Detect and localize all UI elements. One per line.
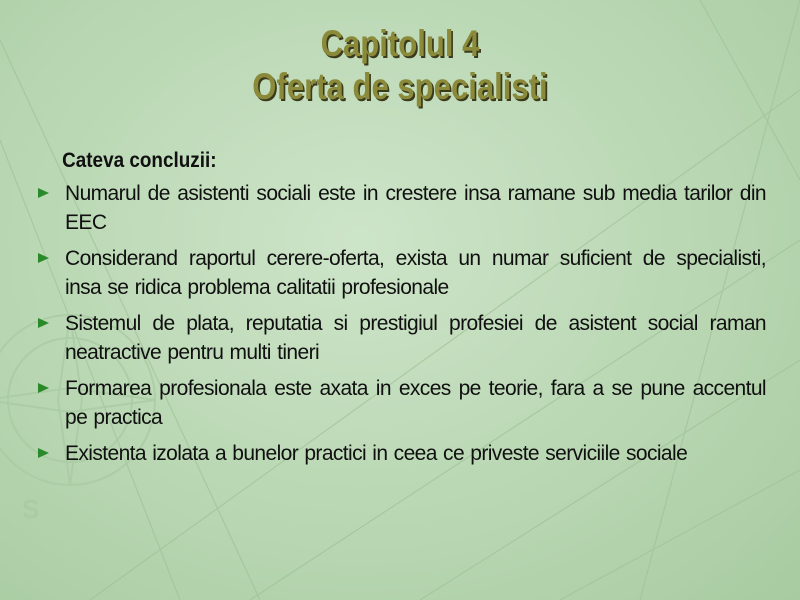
green-triangle-arrow-icon [38,383,49,393]
title-line-2: Oferta de specialisti [252,66,548,107]
title-line-1: Capitolul 4 [320,23,480,64]
green-triangle-arrow-icon [38,253,49,263]
slide-title [64,22,736,108]
slide-body [36,146,766,475]
green-triangle-arrow-icon [38,318,49,328]
green-triangle-arrow-icon [38,448,49,458]
bullet-item-5 [36,439,766,468]
bullet-text: Sistemul de plata, reputatia si prestigiul profesiei de asistent social raman neatractive pentru multi tineri [65,312,766,364]
intro-heading: Cateva concluzii: [62,149,217,172]
bullet-text: Formarea profesionala este axata in exces pe teorie, fara a se pune accentul pe practica [65,377,766,429]
bullet-item-3 [36,309,766,367]
green-triangle-arrow-icon [38,188,49,198]
bullet-item-2 [36,244,766,302]
svg-text:S: S [22,494,40,524]
bullet-text: Considerand raportul cerere-oferta, exista un numar suficient de specialisti, insa se ridica problema calitatii profesionale [65,247,766,299]
bullet-text: Existenta izolata a bunelor practici in ceea ce priveste serviciile sociale [65,442,688,465]
bullet-item-4 [36,374,766,432]
bullet-item-1 [36,179,766,237]
bullet-text: Numarul de asistenti sociali este in crestere insa ramane sub media tarilor din EEC [65,182,766,234]
